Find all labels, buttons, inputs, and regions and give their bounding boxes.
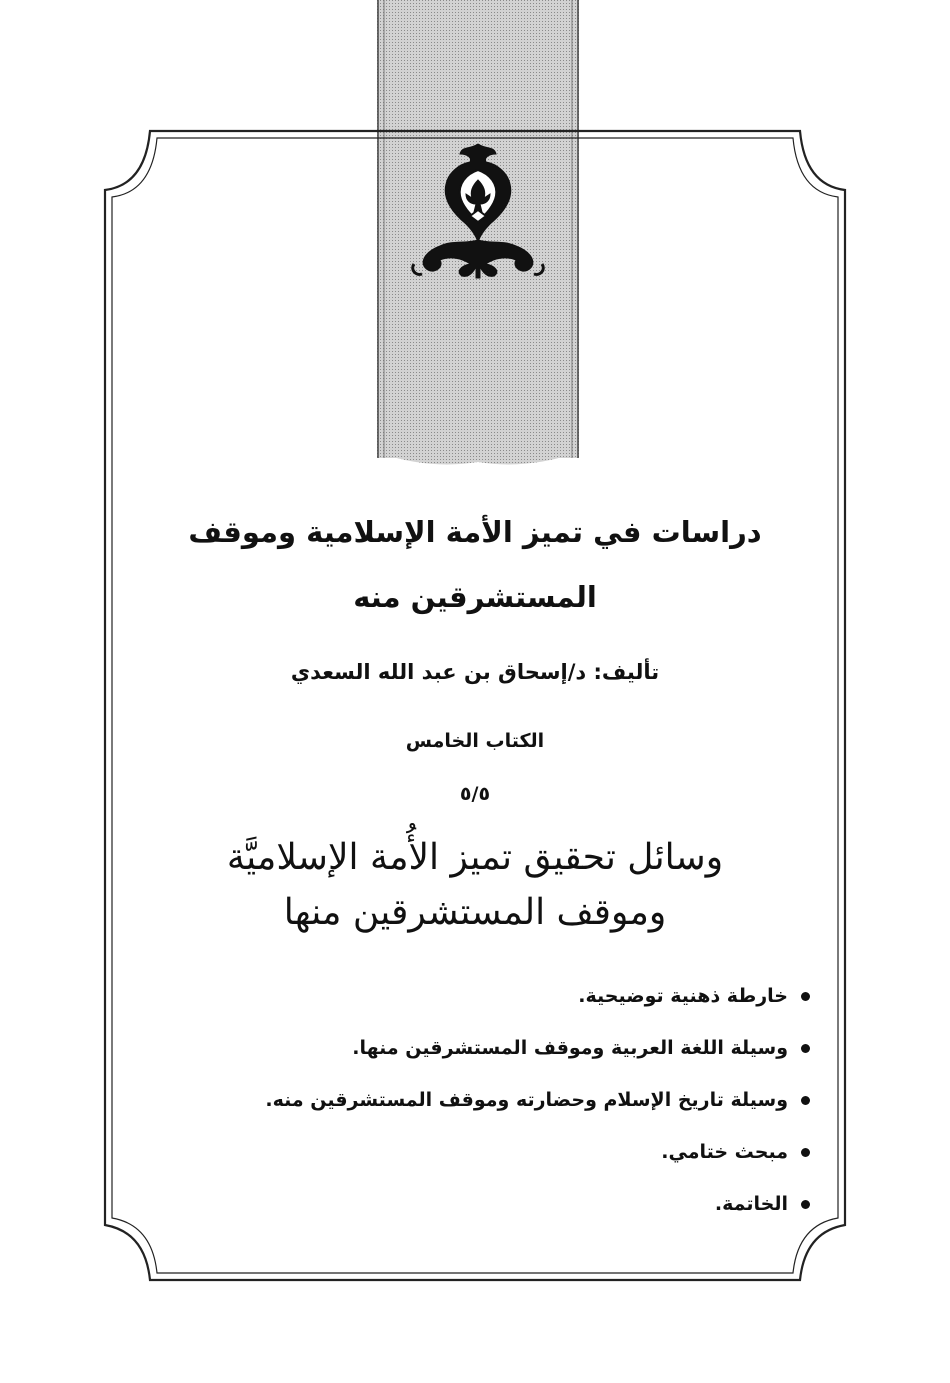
part-indicator: ٥/٥	[459, 783, 491, 805]
list-item-label: وسيلة اللغة العربية وموقف المستشرقين منها.	[352, 1037, 788, 1059]
book-title-line-2: المستشرقين منه	[353, 580, 597, 614]
list-item	[190, 1082, 810, 1134]
list-item-label: خارطة ذهنية توضيحية.	[578, 985, 788, 1007]
list-item	[190, 1134, 810, 1186]
list-item	[190, 978, 810, 1030]
subtitle-line-2: وموقف المستشرقين منها	[283, 892, 667, 933]
list-item-label: وسيلة تاريخ الإسلام وحضارته وموقف المستشرقين منه.	[265, 1089, 788, 1111]
bullet-icon	[801, 1148, 810, 1157]
contents-list	[190, 978, 810, 1238]
list-item	[190, 1030, 810, 1082]
bullet-icon	[801, 992, 810, 1001]
bullet-icon	[801, 1200, 810, 1209]
list-item	[190, 1186, 810, 1238]
floral-ornament-icon	[410, 140, 546, 282]
bullet-icon	[801, 1044, 810, 1053]
book-number: الكتاب الخامس	[405, 730, 545, 752]
book-title-line-1: دراسات في تميز الأمة الإسلامية وموقف	[188, 515, 762, 549]
author-line: تأليف: د/إسحاق بن عبد الله السعدي	[290, 660, 660, 684]
list-item-label: مبحث ختامي.	[661, 1141, 788, 1163]
list-item-label: الخاتمة.	[714, 1193, 788, 1215]
bullet-icon	[801, 1096, 810, 1105]
subtitle-line-1: وسائل تحقيق تميز الأُمة الإسلاميَّة	[226, 837, 724, 878]
